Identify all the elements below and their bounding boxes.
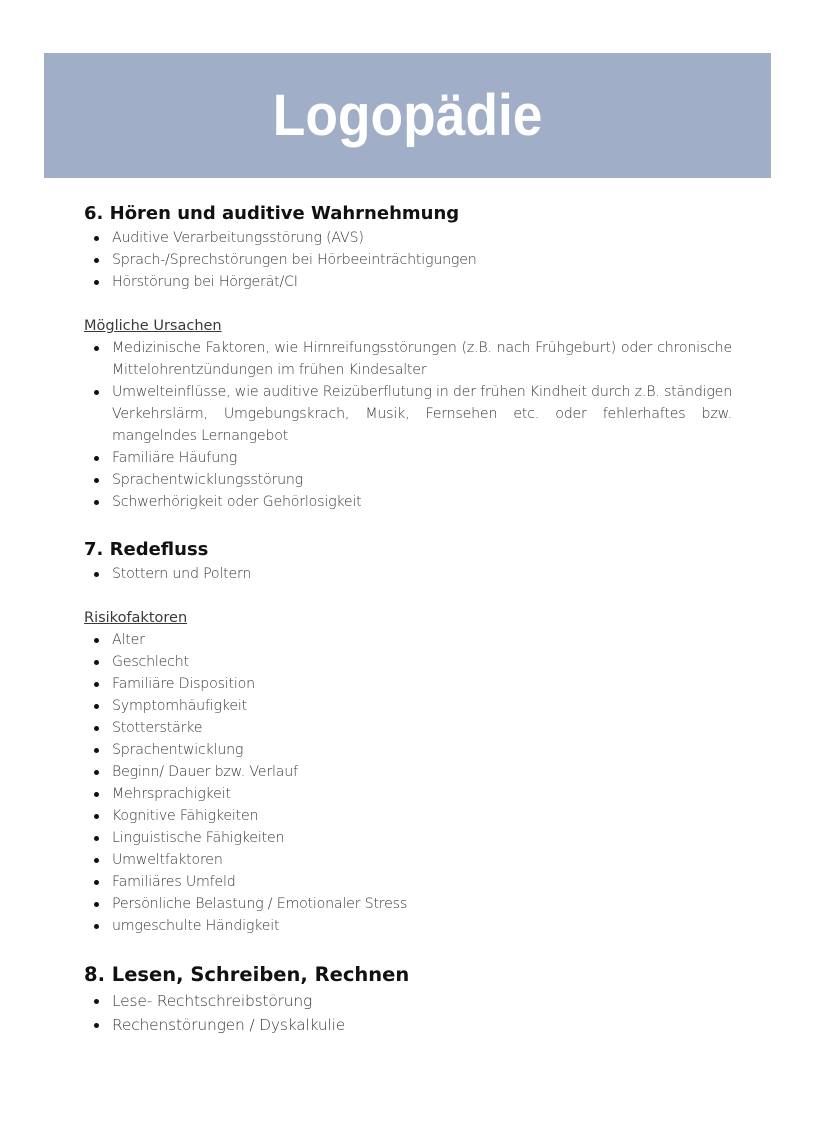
section-heading: 8. Lesen, Schreiben, Rechnen [84, 963, 410, 986]
list-item: Mehrsprachigkeit [112, 783, 732, 805]
title-banner [44, 53, 771, 178]
list-item: Alter [112, 629, 732, 651]
list-item: Familiäre Häufung [112, 447, 732, 469]
list-item: Stottern und Poltern [112, 563, 732, 585]
section-lesen-schreiben-rechnen [84, 961, 732, 1037]
risk-factors-list [84, 629, 732, 937]
list-item: Sprachentwicklung [112, 739, 732, 761]
list-item: Medizinische Faktoren, wie Hirnreifungsstörungen (z.B. nach Frühgeburt) oder chronische Mittelohrentzündungen im frühen Kindesalter [112, 337, 732, 381]
subheading-risk-factors: Risikofaktoren [84, 610, 188, 626]
section-heading: 6. Hören und auditive Wahrnehmung [84, 203, 460, 224]
list-item: Umweltfaktoren [112, 849, 732, 871]
list-item: Familiäre Disposition [112, 673, 732, 695]
list-item: Kognitive Fähigkeiten [112, 805, 732, 827]
causes-list [84, 337, 732, 513]
list-item: umgeschulte Händigkeit [112, 915, 732, 937]
list-item: Linguistische Fähigkeiten [112, 827, 732, 849]
section-heading: 7. Redefluss [84, 539, 209, 560]
page-title: Logopädie [272, 83, 543, 148]
list-item: Symptomhäufigkeit [112, 695, 732, 717]
list-item: Stotterstärke [112, 717, 732, 739]
list-item: Persönliche Belastung / Emotionaler Stress [112, 893, 732, 915]
condition-list [84, 563, 732, 585]
list-item: Geschlecht [112, 651, 732, 673]
section-hoeren [84, 201, 732, 513]
list-item: Hörstörung bei Hörgerät/CI [112, 271, 732, 293]
list-item: Sprachentwicklungsstörung [112, 469, 732, 491]
list-item: Auditive Verarbeitungsstörung (AVS) [112, 227, 732, 249]
document-body [84, 201, 732, 1037]
list-item: Lese- Rechtschreibstörung [112, 989, 732, 1013]
list-item: Beginn/ Dauer bzw. Verlauf [112, 761, 732, 783]
condition-list [84, 227, 732, 293]
list-item: Familiäres Umfeld [112, 871, 732, 893]
list-item: Umwelteinflüsse, wie auditive Reizüberflutung in der frühen Kindheit durch z.B. ständigen Verkehrslärm, Umgebungskrach, Musik, Fernsehen etc. oder fehlerhaftes bzw. mangelndes Lernangebot [112, 381, 732, 447]
condition-list [84, 989, 732, 1037]
list-item: Schwerhörigkeit oder Gehörlosigkeit [112, 491, 732, 513]
section-redefluss [84, 537, 732, 937]
list-item: Sprach-/Sprechstörungen bei Hörbeeinträchtigungen [112, 249, 732, 271]
subheading-causes: Mögliche Ursachen [84, 318, 222, 334]
list-item: Rechenstörungen / Dyskalkulie [112, 1013, 732, 1037]
